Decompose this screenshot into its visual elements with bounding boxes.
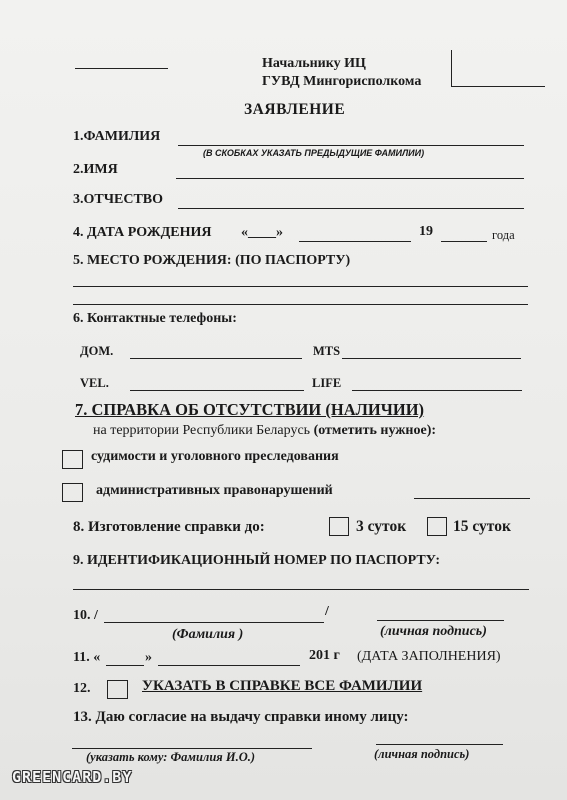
phone-home-label: ДОМ. (80, 344, 114, 358)
patronymic-label: 3.ОТЧЕСТВО (73, 192, 164, 207)
phone-home-line[interactable] (130, 358, 302, 359)
administrative-detail-line[interactable] (414, 498, 530, 499)
all-surnames-label: УКАЗАТЬ В СПРАВКЕ ВСЕ ФАМИЛИИ (142, 678, 423, 694)
signer-surname-line[interactable] (104, 622, 324, 623)
fifteen-days-label: 15 суток (453, 518, 511, 535)
production-label: 8. Изготовление справки до: (73, 519, 265, 535)
certificate-heading: 7. СПРАВКА ОБ ОТСУТСТВИИ (НАЛИЧИИ) (75, 400, 425, 419)
birthdate-month-line[interactable] (299, 241, 411, 242)
fill-date-caption: (ДАТА ЗАПОЛНЕНИЯ) (357, 649, 501, 664)
certificate-subheading (93, 423, 436, 439)
birthdate-label: 4. ДАТА РОЖДЕНИЯ (73, 225, 212, 240)
name-label: 2.ИМЯ (73, 162, 118, 177)
recipient-line-1: Начальнику ИЦ (262, 56, 366, 71)
site-watermark: GREENCARD.BY (12, 768, 133, 786)
consent-signature-line[interactable] (376, 744, 503, 745)
birthdate-year-suffix: года (492, 228, 515, 242)
phone-vel-line[interactable] (130, 390, 304, 391)
recipient-line-2: ГУВД Мингорисполкома (262, 74, 422, 89)
birthplace-line-2[interactable] (73, 304, 528, 305)
administrative-checkbox[interactable] (62, 483, 83, 502)
birthdate-year-line[interactable] (441, 241, 487, 242)
fifteen-days-checkbox[interactable] (427, 517, 447, 536)
birthplace-label: 5. МЕСТО РОЖДЕНИЯ: (ПО ПАСПОРТУ) (73, 253, 351, 268)
surname-input-line[interactable] (178, 145, 524, 146)
id-number-line[interactable] (73, 589, 529, 590)
name-input-line[interactable] (176, 178, 524, 179)
certificate-subheading-note: (отметить нужное): (313, 423, 437, 438)
registration-number-line[interactable] (75, 68, 168, 69)
id-number-label: 9. ИДЕНТИФИКАЦИОННЫЙ НОМЕР ПО ПАСПОРТУ: (73, 553, 441, 568)
three-days-label: 3 суток (356, 518, 407, 535)
consent-whom-line[interactable] (72, 748, 312, 749)
all-surnames-number: 12. (73, 681, 91, 696)
consent-label: 13. Даю согласие на выдачу справки иному лицу: (73, 709, 409, 725)
phone-mts-label: MTS (313, 344, 341, 358)
conviction-checkbox[interactable] (62, 450, 83, 469)
administrative-option-label: административных правонарушений (96, 483, 333, 498)
document-title: ЗАЯВЛЕНИЕ (244, 101, 346, 118)
fill-date-number: 11. « (73, 650, 101, 665)
conviction-option-label: судимости и уголовного преследования (91, 449, 339, 464)
patronymic-input-line[interactable] (178, 208, 524, 209)
signer-surname-caption: (Фамилия ) (172, 627, 244, 642)
surname-label: 1.ФАМИЛИЯ (73, 129, 161, 144)
birthdate-day-field[interactable]: «____» (241, 225, 283, 240)
certificate-subheading-text: на территории Республики Беларусь (93, 423, 311, 438)
signature-number: 10. / (73, 608, 98, 623)
birthdate-century: 19 (419, 224, 433, 239)
fill-date-close-quote: » (145, 650, 152, 665)
three-days-checkbox[interactable] (329, 517, 349, 536)
signature-caption: (личная подпись) (380, 624, 487, 639)
signature-line[interactable] (377, 620, 504, 621)
phone-life-label: LIFE (312, 376, 342, 390)
all-surnames-checkbox[interactable] (107, 680, 128, 699)
phones-label: 6. Контактные телефоны: (73, 311, 237, 326)
phone-mts-line[interactable] (342, 358, 521, 359)
consent-signature-caption: (личная подпись) (374, 747, 470, 761)
phone-life-line[interactable] (352, 390, 522, 391)
birthplace-line-1[interactable] (73, 286, 528, 287)
fill-date-year: 201 г (309, 648, 340, 663)
surname-hint: (В СКОБКАХ УКАЗАТЬ ПРЕДЫДУЩИЕ ФАМИЛИИ) (203, 148, 425, 158)
phone-vel-label: VEL. (80, 376, 109, 390)
consent-whom-caption: (указать кому: Фамилия И.О.) (86, 750, 256, 764)
stamp-box-border (451, 50, 452, 86)
signature-slash: / (325, 604, 329, 619)
fill-date-month-line[interactable] (158, 665, 300, 666)
stamp-box-bottom (451, 86, 545, 87)
fill-date-day-line[interactable] (106, 665, 144, 666)
